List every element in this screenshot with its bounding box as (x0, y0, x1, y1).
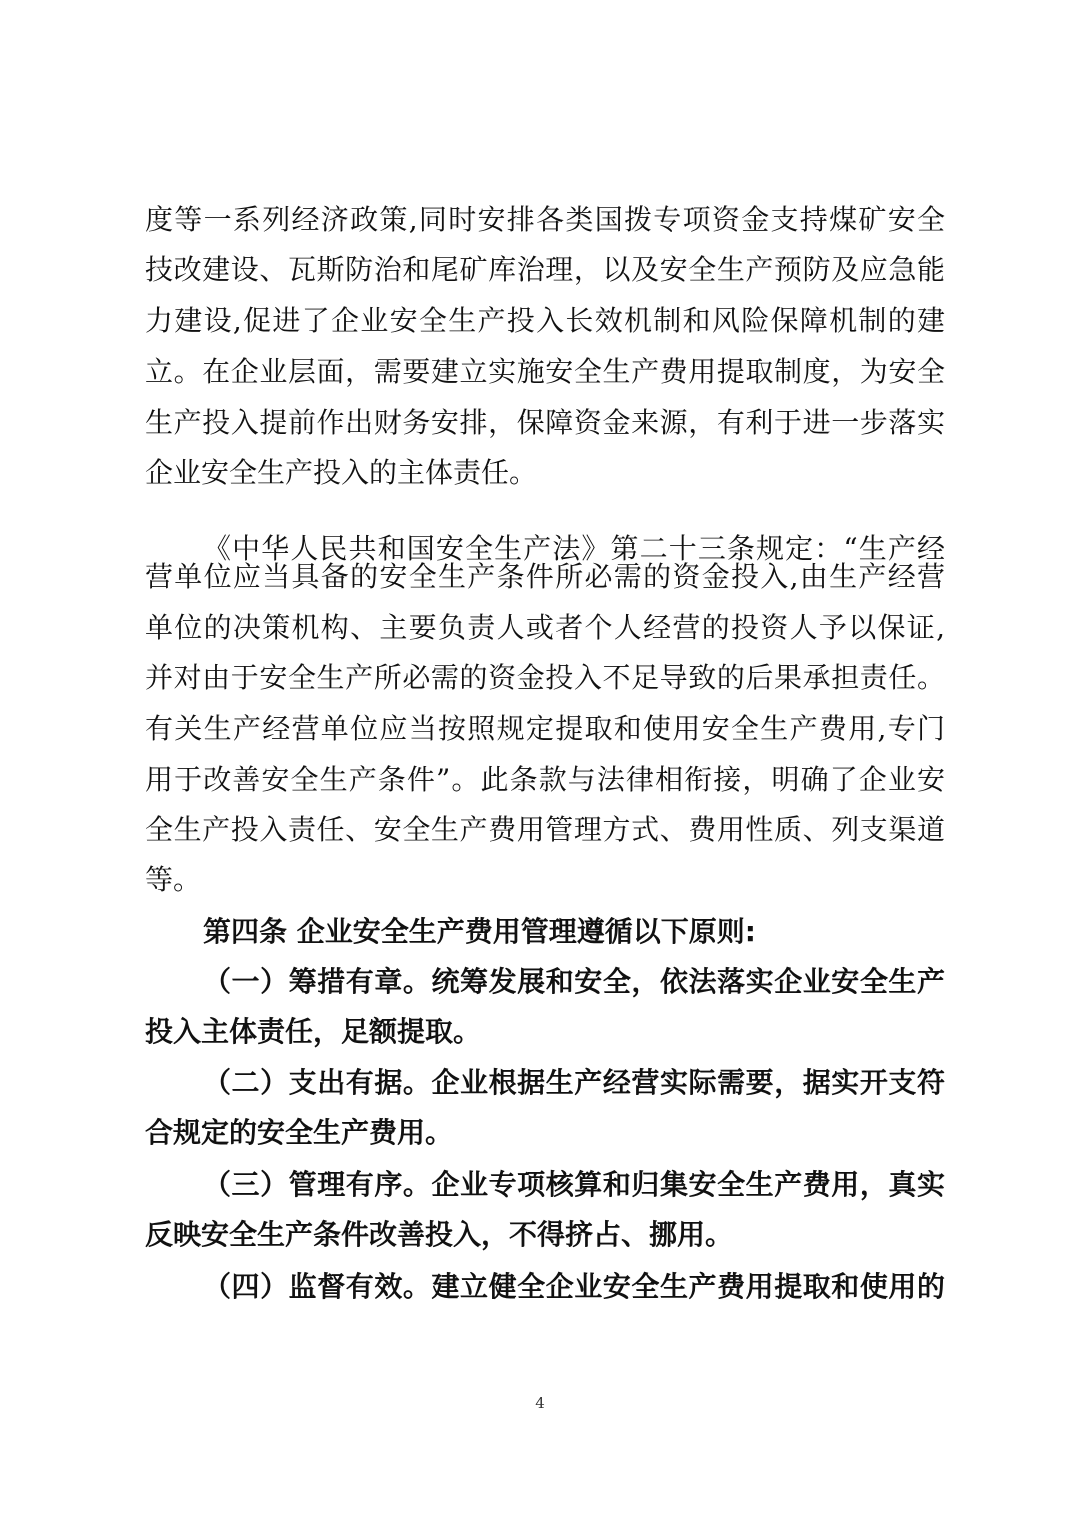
text-line: （三）管理有序。企业专项核算和归集安全生产费用，真实 (203, 1168, 945, 1201)
text-line: 合规定的安全生产费用。 (145, 1116, 454, 1149)
text-line: 单位的决策机构、主要负责人或者个人经营的投资人予以保证, (145, 611, 945, 644)
text-line: 反映安全生产条件改善投入，不得挤占、挪用。 (145, 1218, 734, 1251)
text-line: 投入主体责任，足额提取。 (145, 1015, 482, 1048)
text-line: （二）支出有据。企业根据生产经营实际需要，据实开支符 (203, 1066, 945, 1099)
text-line: 营单位应当具备的安全生产条件所必需的资金投入,由生产经营 (145, 560, 945, 593)
text-line: 技改建设、瓦斯防治和尾矿库治理，以及安全生产预防及应急能 (145, 253, 945, 286)
text-line: 立。在企业层面，需要建立实施安全生产费用提取制度，为安全 (145, 355, 945, 388)
text-line: 度等一系列经济政策,同时安排各类国拨专项资金支持煤矿安全 (145, 203, 945, 236)
text-line: （一）筹措有章。统筹发展和安全，依法落实企业安全生产 (203, 965, 945, 998)
text-line: 用于改善安全生产条件”。此条款与法律相衔接，明确了企业安 (145, 763, 945, 796)
text-line: 生产投入提前作出财务安排，保障资金来源，有利于进一步落实 (145, 406, 945, 439)
text-line: 并对由于安全生产所必需的资金投入不足导致的后果承担责任。 (145, 661, 945, 694)
article-heading: 第四条 企业安全生产费用管理遵循以下原则: (203, 915, 756, 948)
text-line: 企业安全生产投入的主体责任。 (145, 456, 538, 489)
text-line: 《中华人民共和国安全生产法》第二十三条规定：“生产经 (203, 532, 945, 565)
text-line: 等。 (145, 863, 202, 896)
text-line: 有关生产经营单位应当按照规定提取和使用安全生产费用,专门 (145, 712, 945, 745)
text-line: （四）监督有效。建立健全企业安全生产费用提取和使用的 (203, 1270, 945, 1303)
text-line: 力建设,促进了企业安全生产投入长效机制和风险保障机制的建 (145, 304, 945, 337)
text-line: 全生产投入责任、安全生产费用管理方式、费用性质、列支渠道 (145, 813, 945, 846)
page-number: 4 (535, 1394, 545, 1412)
